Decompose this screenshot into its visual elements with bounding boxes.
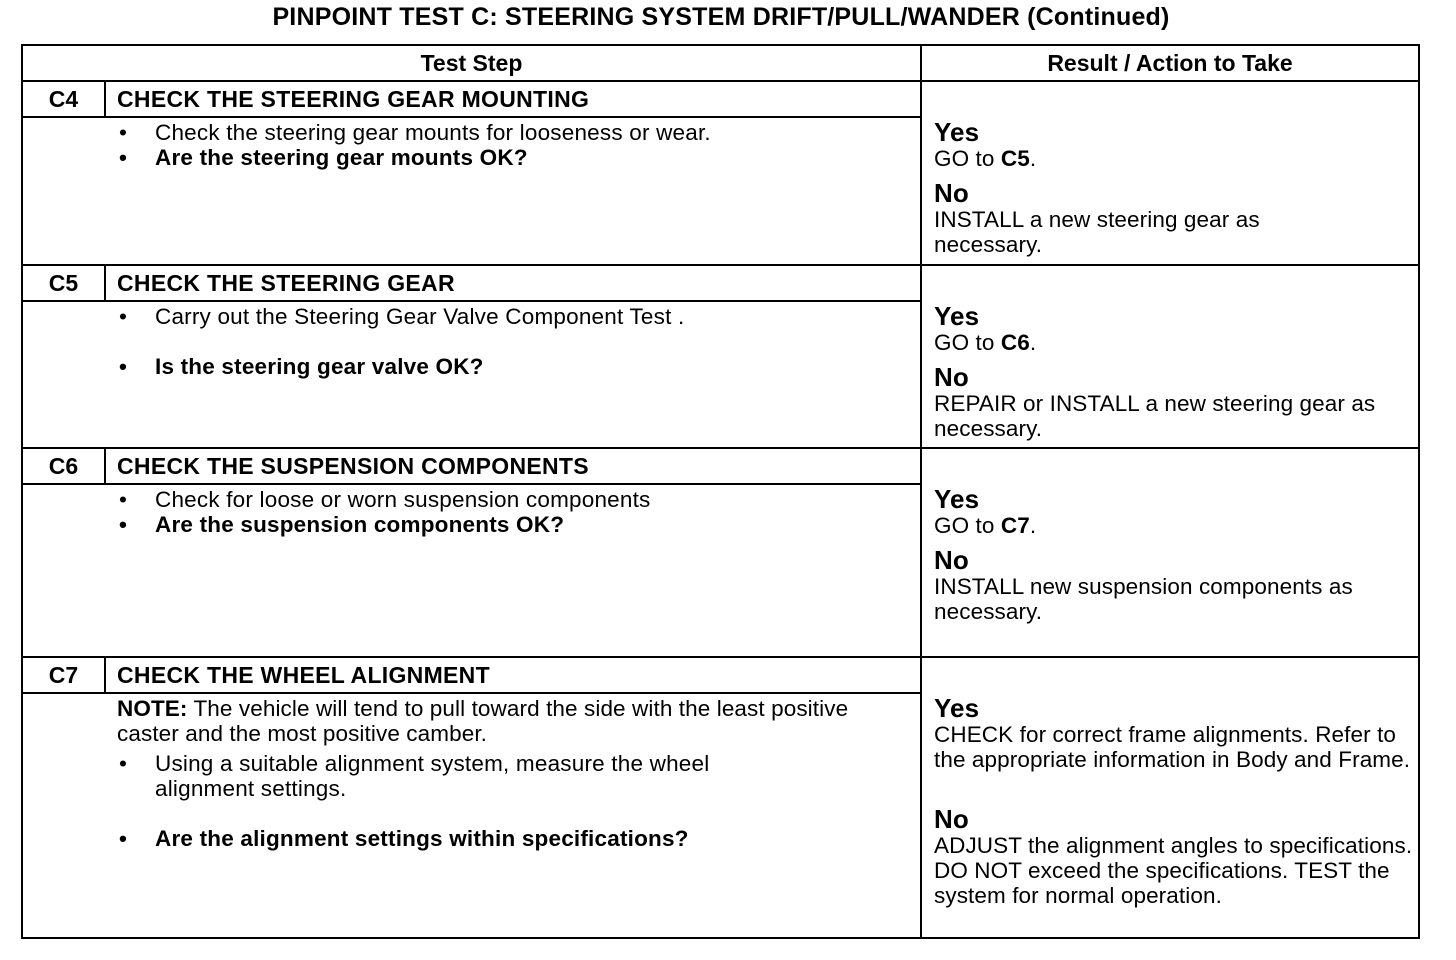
no-result xyxy=(934,546,1418,624)
yes-action: CHECK for correct frame alignments. Refer to the appropriate information in Body and Frame. xyxy=(934,722,1411,772)
no-action: INSTALL a new steering gear as necessary. xyxy=(934,207,1260,257)
step-c7-result-column xyxy=(922,658,1418,937)
yes-label: Yes xyxy=(934,117,980,147)
step-c7-test-column xyxy=(23,658,922,937)
bullet-item: • Using a suitable alignment system, measure the wheel alignment settings. xyxy=(117,751,795,801)
step-reference-link[interactable]: C7 xyxy=(1000,513,1030,538)
no-result xyxy=(934,363,1418,441)
no-label: No xyxy=(934,804,969,834)
yes-result xyxy=(934,694,1418,772)
yes-action-text: GO to xyxy=(934,330,1001,355)
yes-action-text: GO to xyxy=(934,513,1001,538)
bullet-item: • Check the steering gear mounts for looseness or wear. xyxy=(117,120,907,145)
step-c5 xyxy=(23,266,1418,449)
note-paragraph xyxy=(117,696,877,746)
yes-label: Yes xyxy=(934,693,980,723)
step-c6-result-column xyxy=(922,449,1418,656)
no-result xyxy=(934,179,1418,257)
step-number: C4 xyxy=(23,82,106,116)
step-c4-body xyxy=(117,120,907,170)
yes-result xyxy=(934,302,1418,355)
yes-result xyxy=(934,118,1418,171)
bullet-item: • Check for loose or worn suspension components xyxy=(117,487,907,512)
step-c4-result-column xyxy=(922,82,1418,264)
yes-action xyxy=(934,146,1418,171)
step-reference-link[interactable]: C5 xyxy=(1000,146,1030,171)
bullet-question: • Are the alignment settings within specifications? xyxy=(117,826,907,851)
pinpoint-test-table xyxy=(21,44,1420,939)
step-c4-heading-row xyxy=(23,82,920,118)
yes-label: Yes xyxy=(934,484,980,514)
test-step-column-header: Test Step xyxy=(23,46,922,80)
bullet-question: • Is the steering gear valve OK? xyxy=(117,354,907,379)
step-heading: CHECK THE STEERING GEAR xyxy=(117,270,455,296)
step-c6-heading-row xyxy=(23,449,920,485)
step-number: C5 xyxy=(23,266,106,300)
bullet-item: • Carry out the Steering Gear Valve Component Test . xyxy=(117,304,907,329)
step-c6-test-column xyxy=(23,449,922,656)
yes-action xyxy=(934,513,1418,538)
yes-action-suffix: . xyxy=(1029,146,1037,171)
note-label: NOTE: xyxy=(117,696,188,721)
no-label: No xyxy=(934,545,969,575)
step-c6 xyxy=(23,449,1418,658)
yes-action xyxy=(934,330,1418,355)
step-c5-result-column xyxy=(922,266,1418,447)
no-action: INSTALL new suspension components as necessary. xyxy=(934,574,1353,624)
page-title: PINPOINT TEST C: STEERING SYSTEM DRIFT/PULL/WANDER (Continued) xyxy=(272,3,1170,31)
no-label: No xyxy=(934,178,969,208)
no-result xyxy=(934,805,1418,908)
step-c5-body xyxy=(117,304,907,379)
no-action: REPAIR or INSTALL a new steering gear as necessary. xyxy=(934,391,1376,441)
step-reference-link[interactable]: C6 xyxy=(1000,330,1030,355)
yes-label: Yes xyxy=(934,301,980,331)
step-heading: CHECK THE SUSPENSION COMPONENTS xyxy=(117,453,589,479)
step-number: C6 xyxy=(23,449,106,483)
bullet-question: • Are the suspension components OK? xyxy=(117,512,907,537)
step-c7 xyxy=(23,658,1418,937)
step-c5-heading-row xyxy=(23,266,920,302)
step-c4-test-column xyxy=(23,82,922,264)
step-c6-body xyxy=(117,487,907,537)
note-text: The vehicle will tend to pull toward the side with the least positive caster and the most positive camber. xyxy=(117,696,849,746)
step-c7-body xyxy=(117,696,907,851)
table-header xyxy=(23,46,1418,82)
step-heading: CHECK THE STEERING GEAR MOUNTING xyxy=(117,86,590,112)
yes-action-suffix: . xyxy=(1029,330,1037,355)
step-c4 xyxy=(23,82,1418,266)
no-label: No xyxy=(934,362,969,392)
yes-action-text: GO to xyxy=(934,146,1001,171)
bullet-question: • Are the steering gear mounts OK? xyxy=(117,145,907,170)
result-column-header: Result / Action to Take xyxy=(1047,50,1293,76)
yes-result xyxy=(934,485,1418,538)
no-action: ADJUST the alignment angles to specifications. DO NOT exceed the specifications. TEST the system for normal operation. xyxy=(934,833,1413,908)
step-c7-heading-row xyxy=(23,658,920,694)
step-heading: CHECK THE WHEEL ALIGNMENT xyxy=(117,662,490,688)
step-number: C7 xyxy=(23,658,106,692)
yes-action-suffix: . xyxy=(1029,513,1037,538)
step-c5-test-column xyxy=(23,266,922,447)
